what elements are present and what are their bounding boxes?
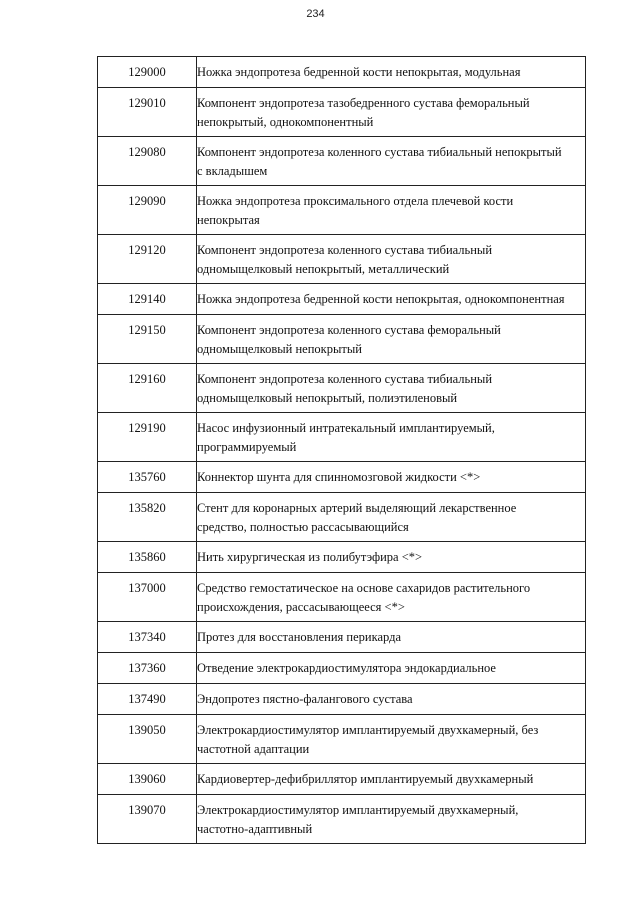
code-text: 129080 [128,145,166,159]
description-text: Компонент эндопротеза коленного сустава тибиальный одномыщелковый непокрытый, полиэтиленовый [197,372,493,405]
code-cell [98,137,197,186]
description-text: Отведение электрокардиостимулятора эндокардиальное [197,661,496,675]
code-cell [98,364,197,413]
code-cell [98,413,197,462]
description-text: Протез для восстановления перикарда [197,630,402,644]
device-table [97,56,586,844]
code-cell [98,542,197,573]
code-text: 137490 [128,692,166,706]
code-cell [98,315,197,364]
code-cell [98,715,197,764]
description-text: Коннектор шунта для спинномозговой жидкости <*> [197,470,481,484]
code-text: 137340 [128,630,166,644]
code-cell [98,622,197,653]
code-cell [98,186,197,235]
description-text: Стент для коронарных артерий выделяющий лекарственное средство, полностью рассасывающийся [197,501,517,534]
code-cell [98,57,197,88]
table-row [98,573,586,622]
table-row [98,622,586,653]
code-text: 129000 [128,65,166,79]
description-cell [197,715,586,764]
code-text: 135860 [128,550,166,564]
code-text: 135760 [128,470,166,484]
description-text: Средство гемостатическое на основе сахаридов растительного происхождения, рассасывающееся <*> [197,581,531,614]
code-text: 139050 [128,723,166,737]
code-cell [98,795,197,844]
description-cell [197,364,586,413]
code-cell [98,235,197,284]
description-cell [197,235,586,284]
table-row [98,186,586,235]
description-text: Кардиовертер-дефибриллятор имплантируемый двухкамерный [197,772,534,786]
description-text: Эндопротез пястно-фалангового сустава [197,692,413,706]
code-text: 129190 [128,421,166,435]
code-cell [98,653,197,684]
description-cell [197,542,586,573]
code-cell [98,684,197,715]
code-text: 135820 [128,501,166,515]
code-text: 139060 [128,772,166,786]
description-cell [197,653,586,684]
table-row [98,315,586,364]
description-cell [197,795,586,844]
description-text: Насос инфузионный интратекальный имплантируемый, программируемый [197,421,495,454]
table-row [98,235,586,284]
description-cell [197,684,586,715]
description-cell [197,493,586,542]
code-text: 129150 [128,323,166,337]
table-row [98,137,586,186]
description-text: Ножка эндопротеза бедренной кости непокрытая, модульная [197,65,521,79]
description-text: Компонент эндопротеза коленного сустава тибиальный одномыщелковый непокрытый, металлический [197,243,493,276]
description-text: Ножка эндопротеза бедренной кости непокрытая, однокомпонентная [197,292,565,306]
code-cell [98,88,197,137]
table-row [98,493,586,542]
description-cell [197,462,586,493]
description-cell [197,88,586,137]
description-text: Компонент эндопротеза коленного сустава феморальный одномыщелковый непокрытый [197,323,501,356]
code-cell [98,284,197,315]
description-cell [197,622,586,653]
description-text: Нить хирургическая из полибутэфира <*> [197,550,423,564]
table-row [98,684,586,715]
description-text: Электрокардиостимулятор имплантируемый двухкамерный, частотно-адаптивный [197,803,519,836]
page-number: 234 [306,8,325,20]
code-cell [98,462,197,493]
description-cell [197,186,586,235]
table-row [98,462,586,493]
table-row [98,88,586,137]
code-text: 137000 [128,581,166,595]
description-text: Ножка эндопротеза проксимального отдела плечевой кости непокрытая [197,194,514,227]
description-text: Компонент эндопротеза коленного сустава тибиальный непокрытый с вкладышем [197,145,562,178]
table-row [98,57,586,88]
table-row [98,284,586,315]
code-text: 129120 [128,243,166,257]
device-table-body [98,57,586,844]
table-row [98,413,586,462]
code-text: 129010 [128,96,166,110]
table-row [98,364,586,413]
table-row [98,795,586,844]
description-cell [197,764,586,795]
description-cell [197,57,586,88]
table-row [98,764,586,795]
table-row [98,542,586,573]
code-text: 129140 [128,292,166,306]
code-text: 139070 [128,803,166,817]
description-cell [197,413,586,462]
description-text: Компонент эндопротеза тазобедренного сустава феморальный непокрытый, однокомпонентный [197,96,530,129]
table-row [98,715,586,764]
code-text: 129090 [128,194,166,208]
description-cell [197,573,586,622]
description-cell [197,315,586,364]
description-text: Электрокардиостимулятор имплантируемый двухкамерный, без частотной адаптации [197,723,539,756]
description-cell [197,284,586,315]
code-text: 137360 [128,661,166,675]
code-text: 129160 [128,372,166,386]
code-cell [98,493,197,542]
description-cell [197,137,586,186]
code-cell [98,764,197,795]
code-cell [98,573,197,622]
table-row [98,653,586,684]
